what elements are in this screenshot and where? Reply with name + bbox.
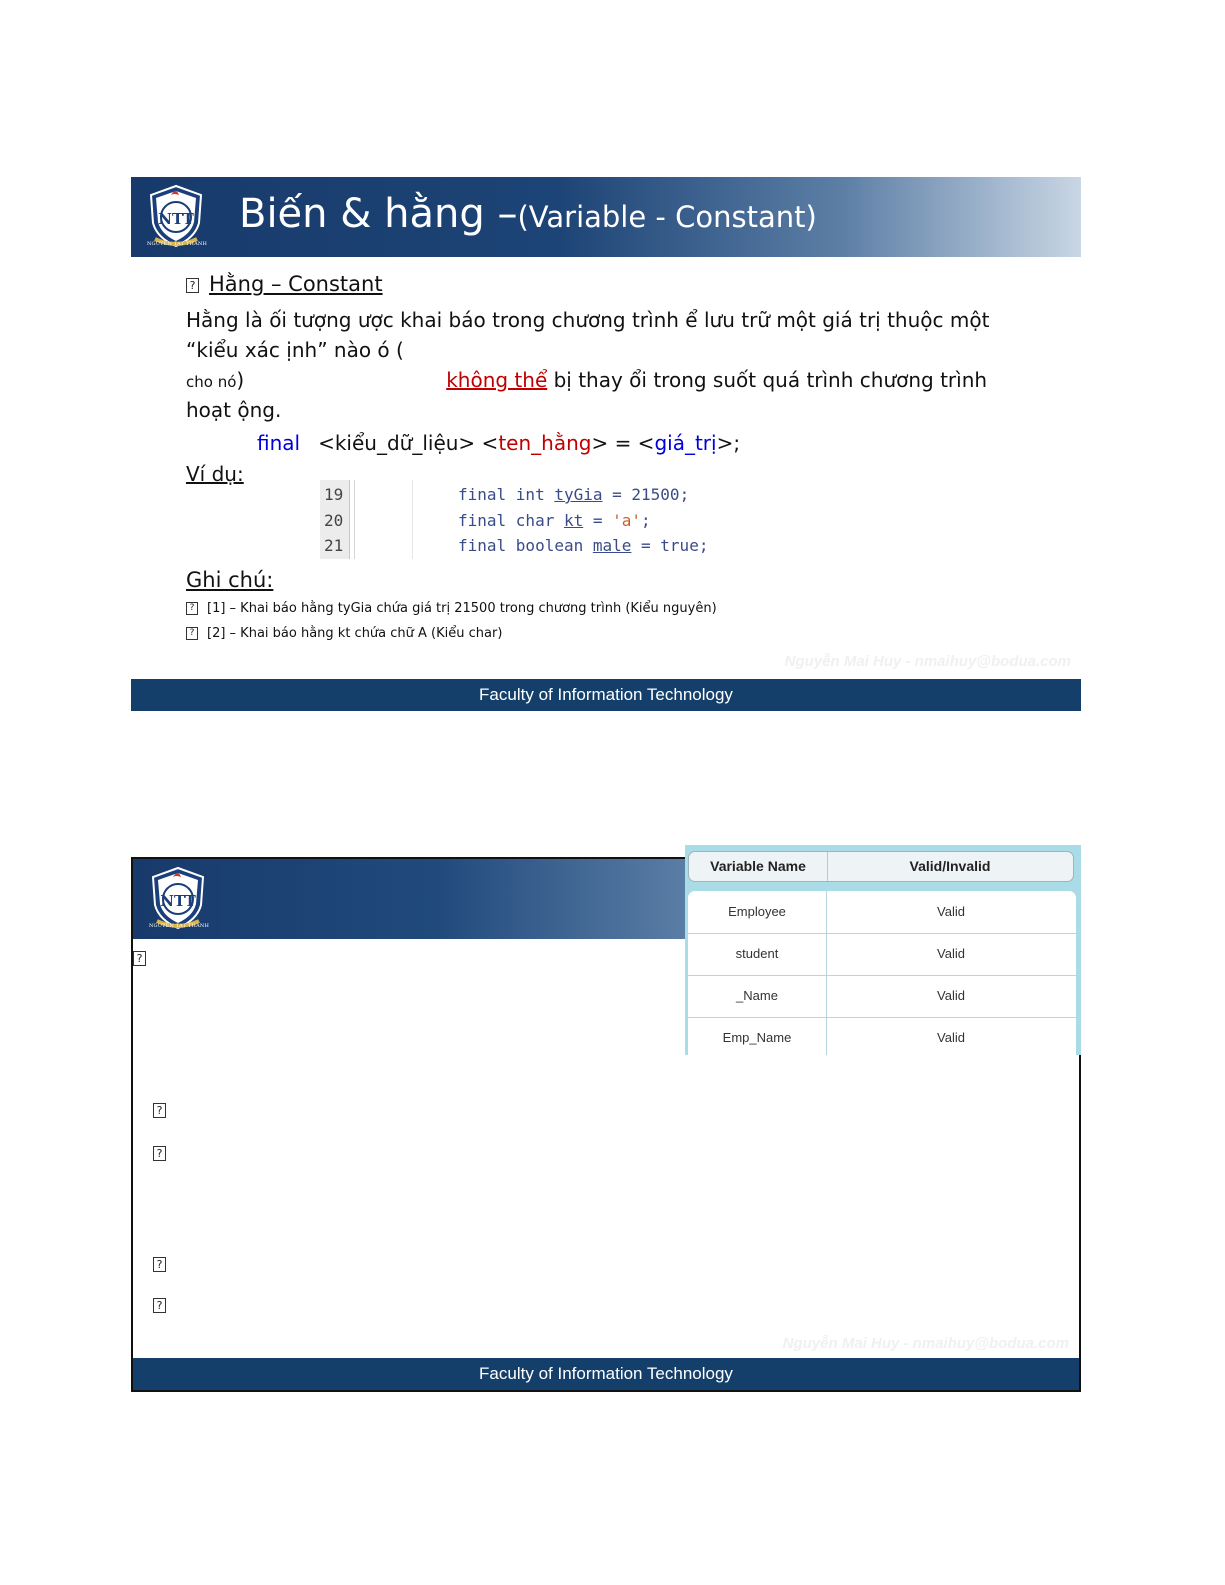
table-row (688, 975, 1076, 1018)
syntax-type: <kiểu_dữ_liệu> (318, 431, 476, 455)
code-rest: ; (641, 511, 651, 530)
table-row (688, 933, 1076, 976)
bullet-icon: ? (186, 602, 198, 615)
column-header-variable-name: Variable Name (689, 852, 828, 881)
syntax-sep: < (475, 431, 499, 455)
code-snippet (320, 480, 758, 559)
code-variable: male (592, 536, 632, 555)
note-text: [1] – Khai báo hằng tyGia chứa giá trị 21500 trong chương trình (Kiểu nguyên) (207, 601, 717, 616)
code-keyword: final int (458, 485, 555, 504)
slide-title-main: Biến & hằng – (239, 191, 518, 237)
note-text: [2] – Khai báo hằng kt chứa chữ A (Kiểu char) (207, 626, 503, 641)
code-keyword: final char (458, 511, 564, 530)
syntax-sep: > = < (591, 431, 655, 455)
cell-validity: Valid (937, 988, 965, 1003)
cell-validity: Valid (937, 946, 965, 961)
code-line-number: 20 (324, 511, 344, 530)
slide-variable-constant (131, 177, 1081, 711)
definition-line-4: hoạt ộng. (186, 398, 282, 422)
slide-title (239, 189, 817, 242)
note-item (186, 601, 717, 616)
definition-prefix: cho nó (186, 373, 237, 391)
code-line (458, 485, 689, 504)
code-rest: = 21500; (602, 485, 690, 504)
cell-validity: Valid (937, 1030, 965, 1045)
table-row (688, 891, 1076, 934)
bullet-icon: ? (133, 951, 146, 966)
svg-text:NTT: NTT (158, 210, 194, 228)
syntax-name: ten_hằng (498, 431, 592, 455)
note-item (186, 626, 502, 641)
code-indent-guide (412, 480, 413, 559)
watermark: Nguyễn Mai Huy - nmaihuy@bodua.com (782, 1335, 1069, 1352)
logo-caption: NGUYEN TAT THANH (146, 241, 208, 247)
example-label: Ví dụ: (186, 462, 244, 486)
watermark: Nguyễn Mai Huy - nmaihuy@bodua.com (784, 653, 1071, 670)
slide-header-banner (131, 177, 1081, 257)
code-line (458, 511, 651, 530)
table-row (688, 1017, 1076, 1055)
table-header (688, 851, 1074, 882)
definition-paren: ) (236, 368, 245, 392)
cell-variable-name: Employee (688, 891, 827, 933)
syntax-value: giá_trị (654, 431, 717, 455)
constant-syntax (257, 431, 740, 455)
note-label: Ghi chú: (186, 568, 274, 592)
code-variable: tyGia (554, 485, 603, 504)
definition-line-1: Hằng là ối tượng ược khai báo trong chương trình ể lưu trữ một giá trị thuộc một (186, 308, 990, 332)
cell-variable-name: student (688, 933, 827, 975)
constant-heading-text: Hằng – Constant (209, 272, 383, 296)
cell-variable-name: Emp_Name (688, 1017, 827, 1055)
code-line (458, 536, 708, 555)
cell-validity: Valid (937, 904, 965, 919)
table-body (688, 891, 1076, 1055)
definition-line-2: “kiểu xác ịnh” nào ó ( (186, 338, 404, 362)
logo-caption: NGUYEN TAT THANH (148, 923, 210, 929)
cell-variable-name: _Name (688, 975, 827, 1017)
slide-title-sub: (Variable - Constant) (517, 200, 817, 234)
code-variable: kt (563, 511, 584, 530)
syntax-sep: >; (716, 431, 741, 455)
code-rest: = (583, 511, 613, 530)
bullet-icon: ? (153, 1298, 166, 1313)
bullet-icon: ? (153, 1103, 166, 1118)
column-header-valid-invalid: Valid/Invalid (909, 858, 991, 874)
definition-emphasis: không thể (446, 368, 548, 392)
bullet-icon: ? (153, 1146, 166, 1161)
svg-text:NTT: NTT (160, 892, 196, 910)
slide-footer: Faculty of Information Technology (133, 1358, 1079, 1390)
code-line-number: 21 (324, 536, 344, 555)
code-keyword: final boolean (458, 536, 593, 555)
slide-header-banner (133, 859, 689, 939)
slide-footer: Faculty of Information Technology (131, 679, 1081, 711)
code-rest: = true; (631, 536, 709, 555)
bullet-icon: ? (153, 1257, 166, 1272)
constant-heading (186, 272, 383, 296)
bullet-icon: ? (186, 278, 199, 293)
definition-rest: bị thay ổi trong suốt quá trình chương trình (547, 368, 988, 392)
variable-name-table (685, 845, 1081, 1055)
syntax-keyword: final (257, 431, 301, 455)
code-gutter-line (354, 480, 355, 559)
code-string: 'a' (612, 511, 642, 530)
definition-line-3 (186, 368, 987, 392)
bullet-icon: ? (186, 627, 198, 640)
code-line-number: 19 (324, 485, 344, 504)
